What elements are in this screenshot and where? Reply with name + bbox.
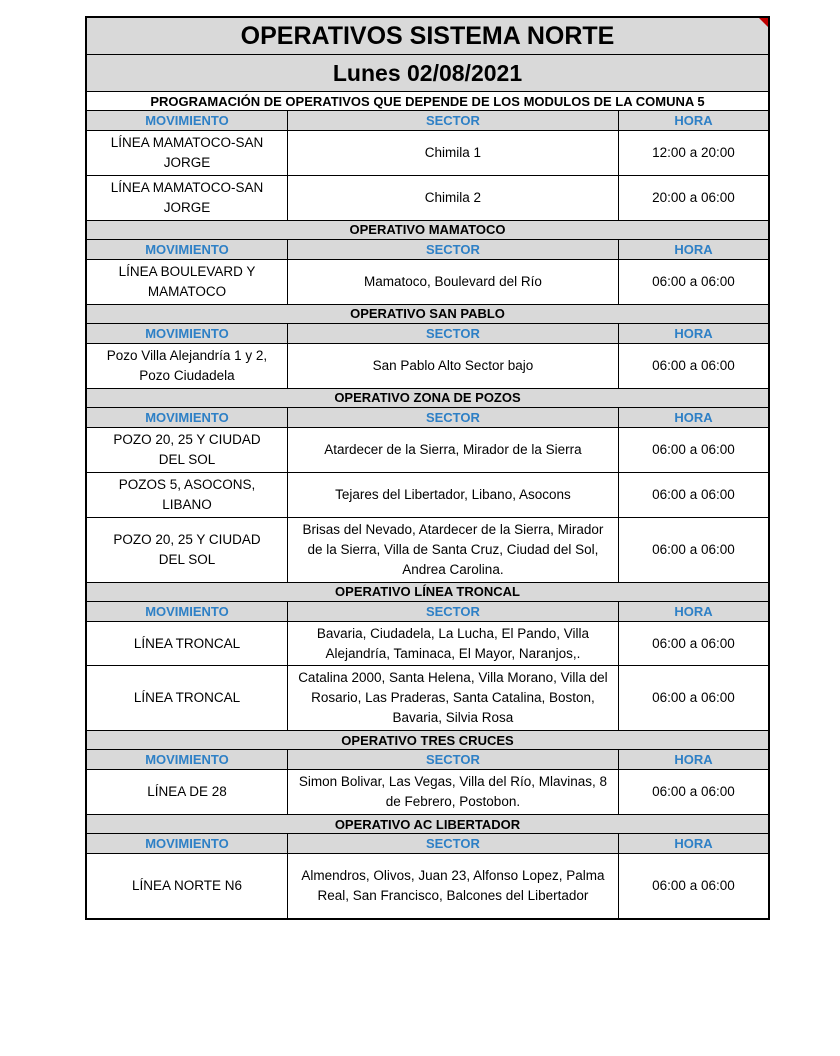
- band-operativo-mamatoco: OPERATIVO MAMATOCO: [87, 221, 768, 240]
- movimiento-cell: LÍNEA TRONCAL: [87, 622, 288, 666]
- section-ac-libertador: [87, 815, 768, 918]
- movimiento-cell: LÍNEA BOULEVARD Y MAMATOCO: [87, 260, 288, 304]
- table-row: [87, 428, 768, 473]
- hora-cell: 06:00 a 06:00: [652, 273, 735, 289]
- band-operativo-linea-troncal: OPERATIVO LÍNEA TRONCAL: [87, 583, 768, 602]
- table-row: [87, 176, 768, 221]
- table-row: [87, 518, 768, 583]
- movimiento-cell: LÍNEA NORTE N6: [87, 854, 288, 918]
- hora-cell: 06:00 a 06:00: [652, 690, 735, 706]
- column-header-hora: HORA: [619, 408, 768, 427]
- column-header-sector: SECTOR: [288, 834, 619, 853]
- movimiento-cell: LÍNEA MAMATOCO-SAN JORGE: [87, 131, 288, 175]
- movimiento-cell: LÍNEA DE 28: [87, 770, 288, 814]
- column-header-row: [87, 324, 768, 344]
- column-header-row: [87, 834, 768, 854]
- table-row: [87, 260, 768, 305]
- sector-cell: Chimila 1: [288, 131, 619, 175]
- column-header-hora: HORA: [619, 324, 768, 343]
- sector-cell: San Pablo Alto Sector bajo: [288, 344, 619, 388]
- column-header-sector: SECTOR: [288, 750, 619, 769]
- column-header-hora: HORA: [619, 111, 768, 130]
- column-header-sector: SECTOR: [288, 408, 619, 427]
- band-operativo-san-pablo: OPERATIVO SAN PABLO: [87, 305, 768, 324]
- column-header-row: [87, 602, 768, 622]
- column-header-row: [87, 750, 768, 770]
- column-header-sector: SECTOR: [288, 602, 619, 621]
- column-header-movimiento: MOVIMIENTO: [87, 324, 288, 343]
- column-header-row: [87, 111, 768, 131]
- section-comuna5: [87, 92, 768, 221]
- hora-cell: 06:00 a 06:00: [652, 878, 735, 894]
- band-operativo-tres-cruces: OPERATIVO TRES CRUCES: [87, 731, 768, 750]
- table-row: [87, 666, 768, 731]
- band-operativo-zona-de-pozos: OPERATIVO ZONA DE POZOS: [87, 389, 768, 408]
- column-header-movimiento: MOVIMIENTO: [87, 834, 288, 853]
- movimiento-cell: LÍNEA TRONCAL: [87, 666, 288, 730]
- movimiento-cell: POZO 20, 25 Y CIUDAD DEL SOL: [87, 518, 288, 582]
- movimiento-cell: Pozo Villa Alejandría 1 y 2, Pozo Ciudadela: [87, 344, 288, 388]
- sector-cell: Mamatoco, Boulevard del Río: [288, 260, 619, 304]
- sector-cell: Tejares del Libertador, Libano, Asocons: [288, 473, 619, 517]
- section-mamatoco: [87, 221, 768, 305]
- column-header-hora: HORA: [619, 750, 768, 769]
- column-header-sector: SECTOR: [288, 240, 619, 259]
- table-row: [87, 622, 768, 667]
- column-header-movimiento: MOVIMIENTO: [87, 408, 288, 427]
- table-row: [87, 770, 768, 815]
- column-header-hora: HORA: [619, 834, 768, 853]
- sector-cell: Atardecer de la Sierra, Mirador de la Sierra: [288, 428, 619, 472]
- section-linea-troncal: [87, 583, 768, 732]
- table-row: [87, 473, 768, 518]
- column-header-hora: HORA: [619, 240, 768, 259]
- column-header-sector: SECTOR: [288, 324, 619, 343]
- hora-cell: 06:00 a 06:00: [652, 635, 735, 651]
- column-header-movimiento: MOVIMIENTO: [87, 602, 288, 621]
- hora-cell: 06:00 a 06:00: [652, 441, 735, 457]
- sector-cell: Simon Bolivar, Las Vegas, Villa del Río, Mlavinas, 8 de Febrero, Postobon.: [288, 770, 619, 814]
- sector-cell: Chimila 2: [288, 176, 619, 220]
- column-header-movimiento: MOVIMIENTO: [87, 111, 288, 130]
- sector-cell: Brisas del Nevado, Atardecer de la Sierra, Mirador de la Sierra, Villa de Santa Cruz, Ciudad del Sol, Andrea Carolina.: [288, 518, 619, 582]
- operativos-table: [85, 16, 770, 920]
- table-row: [87, 854, 768, 918]
- hora-cell: 06:00 a 06:00: [652, 357, 735, 373]
- sector-cell: Catalina 2000, Santa Helena, Villa Morano, Villa del Rosario, Las Praderas, Santa Catalina, Boston, Bavaria, Silvia Rosa: [288, 666, 619, 730]
- movimiento-cell: LÍNEA MAMATOCO-SAN JORGE: [87, 176, 288, 220]
- hora-cell: 06:00 a 06:00: [652, 486, 735, 502]
- page-title: OPERATIVOS SISTEMA NORTE: [87, 18, 768, 55]
- table-row: [87, 131, 768, 176]
- hora-cell: 20:00 a 06:00: [652, 189, 735, 205]
- hora-cell: 06:00 a 06:00: [652, 784, 735, 800]
- column-header-hora: HORA: [619, 602, 768, 621]
- column-header-row: [87, 240, 768, 260]
- date-heading: Lunes 02/08/2021: [87, 55, 768, 92]
- movimiento-cell: POZOS 5, ASOCONS, LIBANO: [87, 473, 288, 517]
- sector-cell: Almendros, Olivos, Juan 23, Alfonso Lopez, Palma Real, San Francisco, Balcones del Libertador: [288, 854, 619, 918]
- column-header-row: [87, 408, 768, 428]
- table-row: [87, 344, 768, 389]
- section-tres-cruces: [87, 731, 768, 815]
- column-header-movimiento: MOVIMIENTO: [87, 240, 288, 259]
- hora-cell: 12:00 a 20:00: [652, 144, 735, 160]
- sector-cell: Bavaria, Ciudadela, La Lucha, El Pando, Villa Alejandría, Taminaca, El Mayor, Naranjos,.: [288, 622, 619, 666]
- comment-marker-icon: [759, 18, 768, 27]
- column-header-sector: SECTOR: [288, 111, 619, 130]
- section-san-pablo: [87, 305, 768, 389]
- movimiento-cell: POZO 20, 25 Y CIUDAD DEL SOL: [87, 428, 288, 472]
- hora-cell: 06:00 a 06:00: [652, 541, 735, 557]
- band-programacion-comuna5: PROGRAMACIÓN DE OPERATIVOS QUE DEPENDE DE LOS MODULOS DE LA COMUNA 5: [87, 92, 768, 111]
- column-header-movimiento: MOVIMIENTO: [87, 750, 288, 769]
- band-operativo-ac-libertador: OPERATIVO AC LIBERTADOR: [87, 815, 768, 834]
- section-zona-de-pozos: [87, 389, 768, 583]
